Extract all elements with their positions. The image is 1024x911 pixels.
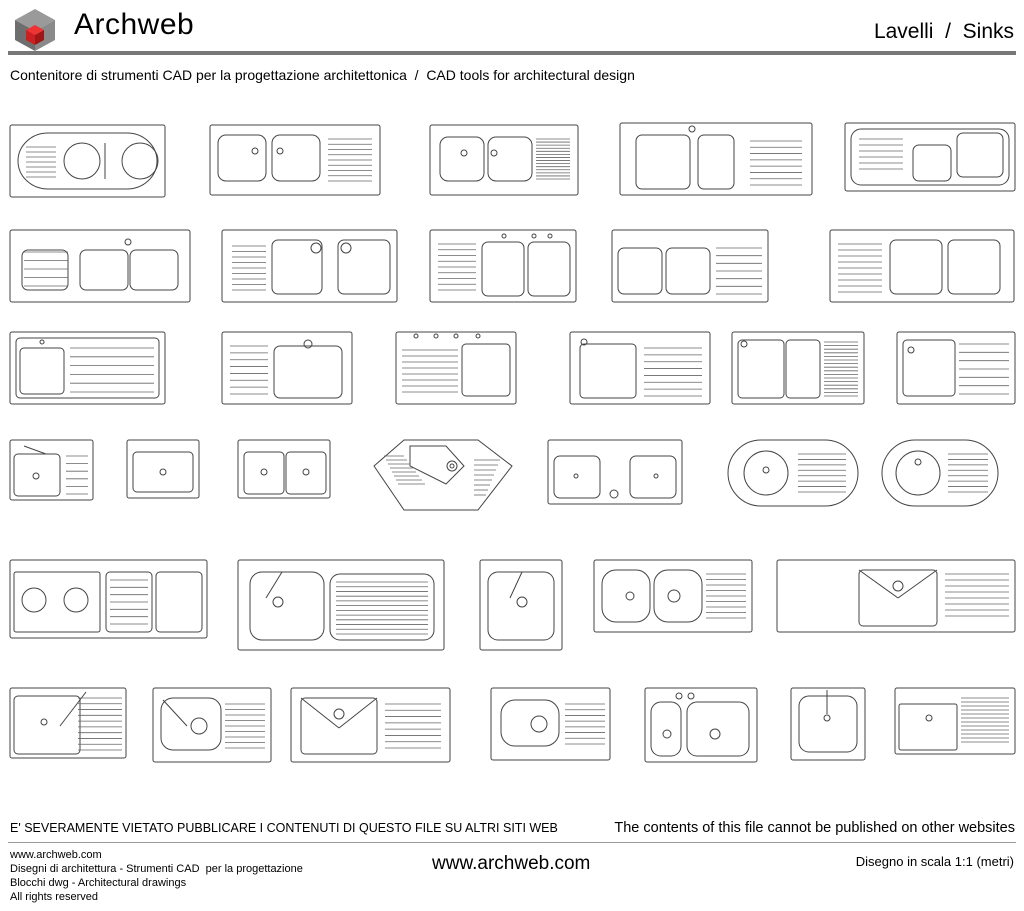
- header-rule: [8, 51, 1016, 55]
- sink-symbol: [127, 440, 199, 498]
- warning-italian: E' SEVERAMENTE VIETATO PUBBLICARE I CONTENUTI DI QUESTO FILE SU ALTRI SITI WEB: [10, 821, 558, 835]
- sink-symbol: [897, 332, 1015, 404]
- sink-symbol: [480, 560, 562, 650]
- sink-symbol: [791, 688, 865, 760]
- sink-symbol: [570, 332, 710, 404]
- footer-line: www.archweb.com: [10, 849, 102, 861]
- sink-symbol: [548, 440, 682, 504]
- warning-english: The contents of this file cannot be published on other websites: [614, 820, 1015, 836]
- sink-symbol: [645, 688, 757, 762]
- brand-name: Archweb: [74, 8, 195, 41]
- oval-sink-symbol: [882, 440, 998, 506]
- corner-sink-symbol: [374, 440, 512, 510]
- sink-symbol: [222, 230, 397, 302]
- footer-line: All rights reserved: [10, 891, 99, 903]
- sink-symbol: [10, 688, 126, 758]
- sink-symbol: [396, 332, 516, 404]
- footer-credits: [10, 848, 303, 904]
- sink-symbol: [10, 125, 165, 197]
- sink-symbol: [620, 123, 812, 195]
- sink-symbol: [238, 440, 330, 498]
- page-subtitle: Contenitore di strumenti CAD per la progettazione architettonica / CAD tools for architectural design: [10, 67, 635, 83]
- sink-symbol: [153, 688, 271, 762]
- footer-rule: [8, 842, 1016, 843]
- sink-symbol: [895, 688, 1015, 754]
- sink-symbol: [10, 440, 93, 500]
- sink-symbol: [777, 560, 1015, 632]
- sink-symbol: [830, 230, 1014, 302]
- hob-sink-symbol: [10, 560, 207, 638]
- oval-sink-symbol: [728, 440, 858, 506]
- archweb-logo-icon: [13, 8, 57, 52]
- sink-symbol: [491, 688, 610, 760]
- footer-scale: Disegno in scala 1:1 (metri): [855, 854, 1014, 869]
- sink-symbol: [210, 125, 380, 195]
- sink-symbol: [845, 123, 1015, 191]
- sink-symbol: [222, 332, 352, 404]
- sink-symbol: [10, 230, 190, 302]
- footer-line: Disegni di architettura - Strumenti CAD per la progettazione: [10, 863, 303, 875]
- sink-symbol: [238, 560, 444, 650]
- page-title: Lavelli / Sinks: [873, 20, 1014, 43]
- sink-symbol: [594, 560, 752, 632]
- sink-symbol: [430, 125, 578, 195]
- footer-line: Blocchi dwg - Architectural drawings: [10, 877, 187, 889]
- sink-symbol: [430, 230, 576, 302]
- sink-symbol: [612, 230, 768, 302]
- sink-symbol: [10, 332, 165, 404]
- sink-symbol: [291, 688, 450, 762]
- sink-symbol: [732, 332, 864, 404]
- footer-url[interactable]: www.archweb.com: [432, 853, 591, 874]
- sinks-drawing: [0, 100, 1024, 800]
